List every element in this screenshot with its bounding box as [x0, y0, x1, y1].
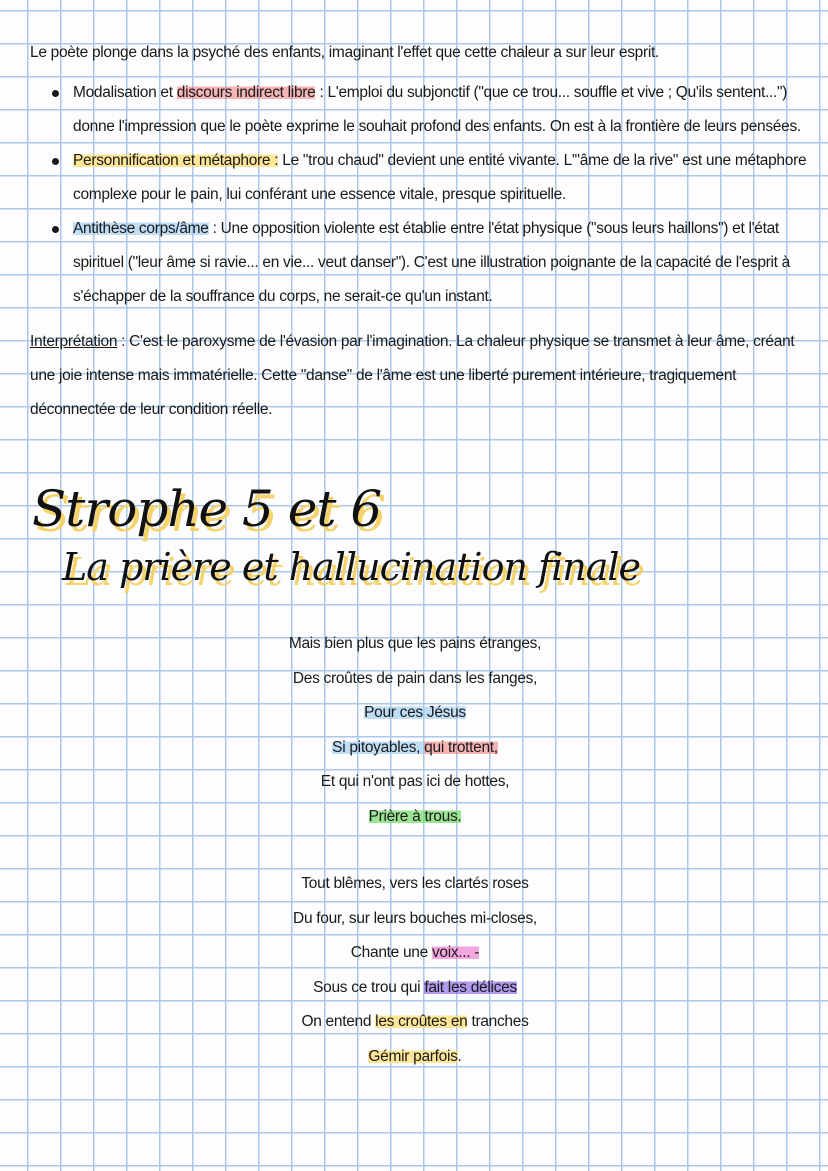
- bullet-label-highlight: discours indirect libre: [176, 84, 316, 101]
- bullet-label-highlight: Personnification et métaphore :: [73, 152, 279, 169]
- poem-line-text: Sous ce trou qui: [313, 978, 425, 996]
- poem-line: [240, 1040, 590, 1075]
- interpretation-text: : C'est le paroxysme de l'évasion par l'imagination. La chaleur physique se transmet à leur âme, créant une joie intense mais immatérielle. Cette "danse" de l'âme est une liberté purement intérieure, tragiquement déconnectée de leur condition réelle.: [30, 333, 795, 418]
- bullet-label: Modalisation et: [73, 84, 177, 101]
- poem-line-highlight: voix... -: [431, 944, 480, 962]
- bullet-item: [30, 212, 810, 314]
- bullet-item: [30, 144, 810, 212]
- poem-line-text: .: [457, 1047, 462, 1065]
- poem-line-highlight: Prière à trous.: [368, 807, 462, 825]
- poem-line-highlight: Si pitoyables,: [332, 738, 425, 756]
- poem-line: Tout blêmes, vers les clartés roses: [301, 875, 529, 892]
- poem-line-highlight: Gémir parfois: [368, 1047, 458, 1065]
- poem-stanza-6: [240, 867, 590, 1075]
- bullet-dot-icon: [52, 158, 59, 165]
- poem-line: Et qui n'ont pas ici de hottes,: [320, 773, 510, 791]
- bullet-text: Le "trou chaud" devient une entité vivante. L'"âme de la rive" est une métaphore complexe pour le pain, lui conférant une essence vitale, presque spirituelle.: [73, 152, 807, 203]
- poem-line: [240, 936, 590, 971]
- bullet-label-highlight: Antithèse corps/âme: [73, 220, 209, 237]
- bullet-dot-icon: [52, 226, 59, 233]
- section-title: Strophe 5 et 6: [32, 480, 382, 538]
- poem-line-highlight: qui trottent,: [424, 738, 498, 756]
- analysis-bullet-list: [30, 76, 810, 314]
- poem-line: [240, 971, 590, 1006]
- bullet-dot-icon: [52, 90, 59, 97]
- poem-line: [240, 731, 590, 766]
- poem-stanza-5: [240, 627, 590, 835]
- poem-line: [240, 696, 590, 731]
- poem-line-highlight: fait les délices: [424, 978, 517, 996]
- poem-line: Du four, sur leurs bouches mi-closes,: [293, 909, 537, 927]
- poem-line-highlight: les croûtes en: [375, 1013, 468, 1031]
- intro-paragraph: Le poète plonge dans la psyché des enfants, imaginant l'effet que cette chaleur a sur leur esprit.: [30, 44, 660, 61]
- poem-line-text: Chante une: [350, 944, 432, 962]
- poem-line: Des croûtes de pain dans les fanges,: [292, 669, 538, 687]
- poem-line-text: tranches: [467, 1013, 529, 1031]
- bullet-text: : Une opposition violente est établie entre l'état physique ("sous leurs haillons") et l'état spirituel ("leur âme si ravie... en vie... veut danser"). C'est une illustration poignante de la capacité de l'esprit à s'échapper de la souffrance du corps, ne serait-ce qu'un instant.: [73, 220, 790, 305]
- section-subtitle: La prière et hallucination finale: [62, 545, 640, 589]
- poem-line: [240, 800, 590, 835]
- poem-line-highlight: Pour ces Jésus: [364, 704, 466, 722]
- bullet-text: : L'emploi du subjonctif ("que ce trou... souffle et vive ; Qu'ils sentent...") donne l'impression que le poète exprime le souhait profond des enfants. On est à la frontière de leurs pensées.: [73, 84, 801, 135]
- poem-line: Mais bien plus que les pains étranges,: [288, 635, 542, 652]
- poem-line: [240, 1005, 590, 1040]
- bullet-item: [30, 76, 810, 144]
- poem-line-text: On entend: [301, 1013, 376, 1031]
- interpretation-paragraph: [30, 325, 810, 427]
- interpretation-label: Interprétation: [30, 333, 118, 350]
